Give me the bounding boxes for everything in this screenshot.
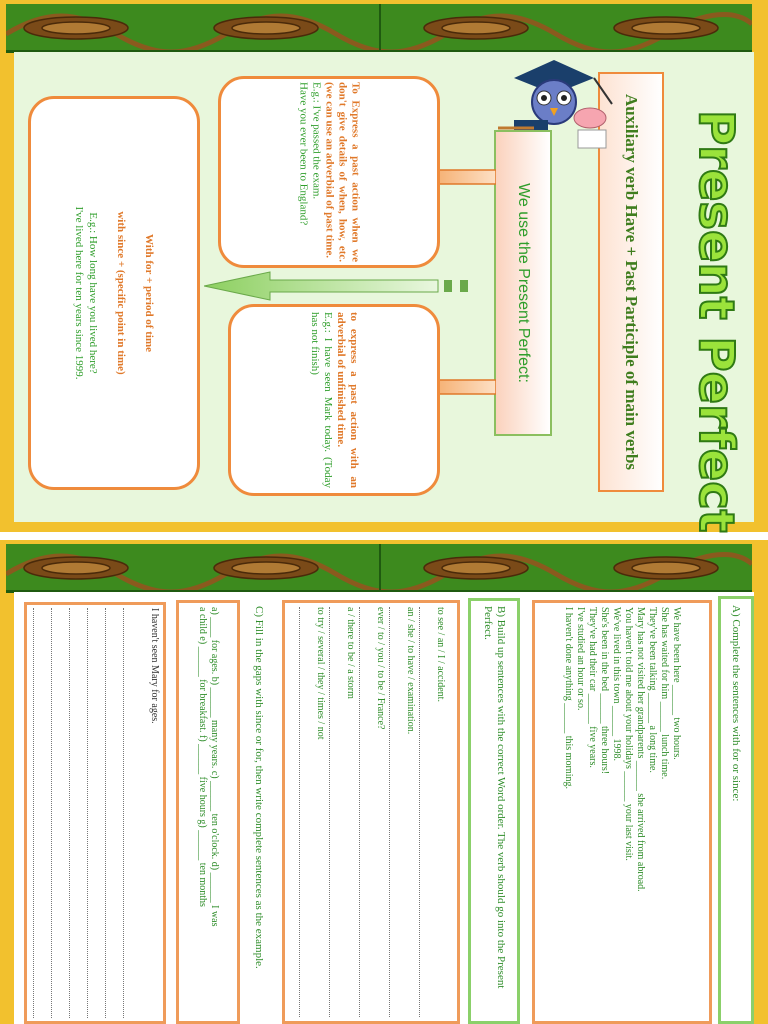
exercise-a-item: Mary has not visited her grandparents ______ she arrived from abroad. — [635, 607, 646, 892]
answer-line[interactable] — [359, 607, 374, 1017]
answer-line[interactable] — [105, 608, 120, 1018]
exercise-c-writing-box — [24, 602, 166, 1024]
answer-line[interactable] — [69, 608, 84, 1018]
use-heading-box — [494, 130, 552, 436]
since-rule: with since + (specific point in time) — [115, 211, 127, 375]
exercise-b-item: ever / to / you / to be / France? — [375, 607, 386, 730]
answer-line[interactable] — [51, 608, 66, 1018]
page-title: Present Perfect — [688, 110, 744, 533]
answer-line[interactable] — [329, 607, 344, 1017]
exercise-a-item: I haven't done anything ______ this morning. — [563, 607, 574, 790]
exercise-c-instruction-box — [244, 598, 274, 1024]
exercise-b-instruction-box — [468, 598, 520, 1024]
exercise-a-instruction-box — [718, 596, 754, 1024]
exercise-a-item: We have been here ______ two hours. — [671, 607, 682, 760]
exercise-a-instruction: A) Complete the sentences with for or since: — [730, 605, 742, 802]
exercise-c-gaps-box — [176, 600, 240, 1024]
exercise-a-box — [532, 600, 712, 1024]
usage-example: E.g.: I have seen Mark today. (Today has not finish) — [309, 312, 334, 488]
exercise-a-item: They've had their car ______ five years. — [587, 607, 598, 768]
usage-example: E.g.: How long have you lived here? — [87, 212, 99, 374]
usage-example: E.g.: I've passed the exam. — [310, 82, 323, 200]
exercise-a-item: She has waited for him ______ lunch time. — [659, 607, 670, 780]
answer-line[interactable] — [87, 608, 102, 1018]
exercise-b-item: to see / an / I / accident. — [435, 607, 446, 702]
exercise-b-instruction: B) Build up sentences with the correct Word order. The verb should go into the Present Perfect. — [482, 606, 507, 989]
exercise-a-item: We've lived in this town ______ 1998. — [611, 607, 622, 762]
exercise-b-box — [282, 600, 460, 1024]
usage-box-unfinished-time — [228, 304, 440, 496]
usage-rule: To Express a past action when we don't give details of when, how, etc. (we can use an adverbial of past time. — [323, 82, 362, 262]
usage-example: I've lived here for ten years since 1999. — [73, 206, 85, 380]
rope-border-top — [6, 544, 752, 593]
exercise-c-instruction: C) Fill in the gaps with since or for, then write complete sentences as the example. — [253, 606, 265, 969]
use-heading: We use the Present Perfect: — [515, 183, 532, 383]
usage-rule: to express a past action with an adverbial of unfinished time. — [335, 312, 360, 488]
exercise-a-items — [562, 607, 682, 1017]
exercise-c-gaps-row: a child e) ______ for breakfast. f) ______ five hours g) ______ ten months — [197, 607, 208, 907]
exercise-b-item: to try / several / they / times / not — [315, 607, 326, 740]
answer-line[interactable] — [299, 607, 314, 1017]
answer-line[interactable] — [123, 608, 138, 1018]
rope-border-top — [6, 4, 752, 53]
exercise-a-item: She's been in the bed ______ three hours! — [599, 607, 610, 775]
structure-text: Auxiliary verb Have + Past Participle of main verbs — [622, 93, 641, 471]
exercise-b-item: a / there to be / a storm — [345, 607, 356, 699]
exercise-b-item: an / she / to have / examination. — [405, 607, 416, 735]
for-rule: With for + period of time — [143, 234, 155, 352]
usage-example: Have you ever been to England? — [297, 82, 310, 226]
usage-box-details — [218, 76, 440, 268]
exercise-c-example: I haven't seen Mary for ages. — [149, 608, 160, 724]
usage-box-for-since — [28, 96, 200, 490]
exercise-c-gaps-row: a) ____ for ages. b) ______ many years. c) ______ ten o'clock. d) ______ I was — [209, 607, 220, 927]
exercise-a-item: I've studied an hour or so. — [575, 607, 586, 711]
exercise-a-item: They've been talking ______ a long time. — [647, 607, 658, 773]
exercise-a-item: You haven't told me about your holidays ______ your last visit. — [623, 607, 634, 861]
answer-line[interactable] — [389, 607, 404, 1017]
answer-line[interactable] — [419, 607, 434, 1017]
answer-line[interactable] — [33, 608, 48, 1018]
arrow-left-long-icon — [204, 270, 474, 302]
